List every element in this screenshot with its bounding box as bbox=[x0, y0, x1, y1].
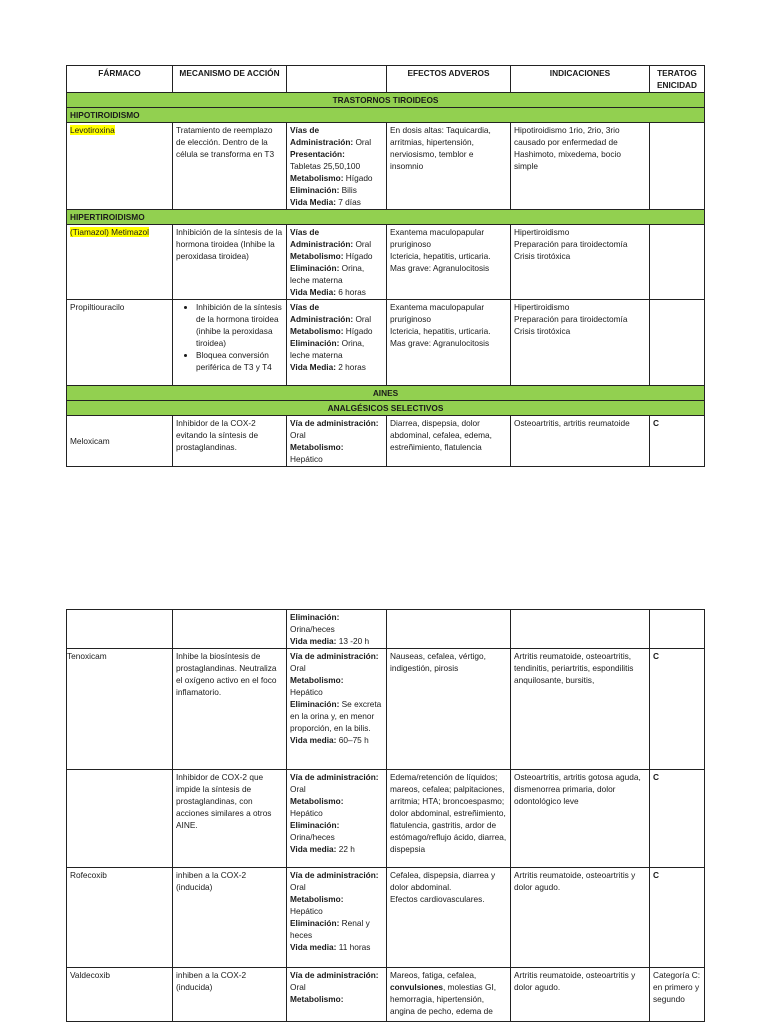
section-row bbox=[67, 108, 705, 123]
value-eliminacion: Orina, leche materna bbox=[290, 263, 365, 285]
adverse-effects-cell bbox=[387, 968, 511, 1022]
drug-name-cell bbox=[67, 868, 173, 968]
drug-name: Meloxicam bbox=[70, 436, 110, 446]
value-eliminacion: Orina/heces bbox=[290, 624, 335, 634]
label-vias: Vías de Administración: bbox=[290, 302, 354, 324]
value-eliminacion: Orina/heces bbox=[290, 832, 335, 842]
label-vida-media: Vida media: bbox=[290, 636, 337, 646]
label-eliminacion: Eliminación: bbox=[290, 263, 340, 273]
teratogenicity-cell: C bbox=[650, 770, 705, 868]
value-metabolismo: Hepático bbox=[290, 687, 323, 697]
label-vida-media: Vida Media: bbox=[290, 362, 336, 372]
teratogenicity-cell bbox=[650, 225, 705, 300]
label-via: Vía de administración: bbox=[290, 772, 379, 782]
drug-name-cell bbox=[67, 968, 173, 1022]
drug-table-page1 bbox=[66, 65, 705, 467]
teratogenicity-cell bbox=[650, 123, 705, 210]
section-row bbox=[67, 93, 705, 108]
header-teratog: TERATOG ENICIDAD bbox=[650, 66, 705, 93]
table-row bbox=[67, 225, 705, 300]
value-vida-media: 2 horas bbox=[335, 362, 366, 372]
effect-line: Exantema maculopapular pruriginoso bbox=[390, 227, 485, 249]
value-vida-media: 6 horas bbox=[335, 287, 366, 297]
drug-name: Tenoxicam bbox=[67, 651, 107, 661]
value-vias: Oral bbox=[353, 314, 372, 324]
label-vida-media: Vida media: bbox=[290, 735, 337, 745]
mechanism-cell: Inhibición de la síntesis de la hormona tiroidea (Inhibe la peroxidasa tiroidea) bbox=[173, 225, 287, 300]
indications-cell: Artritis reumatoide, osteoartritis, tendinitis, periartritis, espondilitis anquilosante, bursitis, bbox=[511, 649, 650, 770]
value-metabolismo: Hígado bbox=[343, 173, 373, 183]
value-via: Oral bbox=[290, 882, 306, 892]
value-metabolismo: Hígado bbox=[343, 251, 373, 261]
value-via: Oral bbox=[290, 982, 306, 992]
value-metabolismo: Hepático bbox=[290, 454, 323, 464]
pharmacokinetics-cell bbox=[287, 300, 387, 386]
label-vida-media: Vida Media: bbox=[290, 287, 336, 297]
value-vida-media: 60–75 h bbox=[336, 735, 369, 745]
table-row bbox=[67, 868, 705, 968]
section-row bbox=[67, 210, 705, 225]
indications-cell: Artritis reumatoide, osteoartritis y dolor agudo. bbox=[511, 868, 650, 968]
label-eliminacion: Eliminación: bbox=[290, 338, 340, 348]
adverse-effects-cell bbox=[387, 610, 511, 649]
value-metabolismo: Hepático bbox=[290, 906, 323, 916]
mechanism-cell bbox=[173, 610, 287, 649]
value-eliminacion: Renal y heces bbox=[290, 918, 370, 940]
label-metabolismo: Metabolismo: bbox=[290, 326, 344, 336]
effect-text: , molestias GI, hemorragia, hipertensión, angina de pecho, edema de bbox=[390, 982, 497, 1016]
label-via: Vía de administración: bbox=[290, 970, 379, 980]
mechanism-cell: Tratamiento de reemplazo de elección. Dentro de la célula se transforma en T3 bbox=[173, 123, 287, 210]
list-item: • Bloquea conversión periférica de T3 y T4 bbox=[196, 349, 283, 373]
adverse-effects-cell: Edema/retención de líquidos; mareos, cefalea; palpitaciones, arritmia; HTA; broncoespasmo; dolor abdominal, estreñimiento, flatulencia, gastritis, ardor de estómago/reflujo ácido, diarrea, dispepsia bbox=[387, 770, 511, 868]
value-eliminacion: Bilis bbox=[339, 185, 357, 195]
label-vida-media: Vida media: bbox=[290, 844, 337, 854]
drug-name-cell bbox=[67, 649, 173, 770]
label-via: Vía de administración: bbox=[290, 418, 379, 428]
indications-cell: Osteoartritis, artritis gotosa aguda, dismenorrea primaria, dolor odontológico leve bbox=[511, 770, 650, 868]
indication-line: Hipertiroidismo bbox=[514, 227, 570, 237]
effect-line: Efectos cardiovasculares. bbox=[390, 894, 485, 904]
mechanism-cell: Inhibidor de COX-2 que impide la síntesis de prostaglandinas, con acciones similares a otros AINE. bbox=[173, 770, 287, 868]
value-metabolismo: Hígado bbox=[343, 326, 373, 336]
adverse-effects-cell: Nauseas, cefalea, vértigo, indigestión, pirosis bbox=[387, 649, 511, 770]
mechanism-list bbox=[176, 301, 283, 373]
section-hipotiroidismo: HIPOTIROIDISMO bbox=[67, 108, 705, 123]
header-blank bbox=[287, 66, 387, 93]
drug-name: Valdecoxib bbox=[70, 970, 110, 980]
label-via: Vía de administración: bbox=[290, 870, 379, 880]
table-row bbox=[67, 649, 705, 770]
adverse-effects-cell bbox=[387, 225, 511, 300]
header-farmaco: FÁRMACO bbox=[67, 66, 173, 93]
teratogenicity-cell: Categoría C: en primero y segundo bbox=[650, 968, 705, 1022]
label-eliminacion: Eliminación: bbox=[290, 918, 340, 928]
mechanism-cell: inhiben a la COX-2 (inducida) bbox=[173, 968, 287, 1022]
label-vias: Vías de Administración: bbox=[290, 227, 354, 249]
label-metabolismo: Metabolismo: bbox=[290, 894, 344, 904]
indication-line: Crisis tirotóxica bbox=[514, 251, 571, 261]
label-eliminacion: Eliminación: bbox=[290, 699, 340, 709]
value-eliminacion: Se excreta en la orina y, en menor proporción, en la bilis. bbox=[290, 699, 382, 733]
pharmacokinetics-cell bbox=[287, 610, 387, 649]
value-vida-media: 7 días bbox=[335, 197, 361, 207]
header-mecanismo: MECANISMO DE ACCIÓN bbox=[173, 66, 287, 93]
indications-cell bbox=[511, 225, 650, 300]
table-row bbox=[67, 416, 705, 467]
pharmacokinetics-cell bbox=[287, 968, 387, 1022]
mechanism-cell: Inhibe la biosíntesis de prostaglandinas. Neutraliza el oxígeno activo en el foco inflamatorio. bbox=[173, 649, 287, 770]
label-metabolismo: Metabolismo: bbox=[290, 675, 344, 685]
label-metabolismo: Metabolismo: bbox=[290, 994, 344, 1004]
teratogenicity-cell: C bbox=[650, 649, 705, 770]
value-vida-media: 22 h bbox=[336, 844, 355, 854]
header-efectos: EFECTOS ADVEROS bbox=[387, 66, 511, 93]
label-vida-media: Vida media: bbox=[290, 942, 337, 952]
pharmacokinetics-cell bbox=[287, 868, 387, 968]
teratogenicity-cell: C bbox=[650, 416, 705, 467]
label-metabolismo: Metabolismo: bbox=[290, 796, 344, 806]
drug-name-cell bbox=[67, 225, 173, 300]
teratogenicity-cell bbox=[650, 610, 705, 649]
indication-line: Crisis tirotóxica bbox=[514, 326, 571, 336]
label-eliminacion: Eliminación: bbox=[290, 612, 340, 622]
label-eliminacion: Eliminación: bbox=[290, 820, 340, 830]
indication-line: Preparación para tiroidectomía bbox=[514, 314, 628, 324]
indications-cell bbox=[511, 300, 650, 386]
label-metabolismo: Metabolismo: bbox=[290, 442, 344, 452]
effect-line: Cefalea, dispepsia, diarrea y dolor abdominal. bbox=[390, 870, 496, 892]
mechanism-cell bbox=[173, 300, 287, 386]
header-indicaciones: INDICACIONES bbox=[511, 66, 650, 93]
section-row bbox=[67, 401, 705, 416]
value-vida-media: 13 -20 h bbox=[336, 636, 370, 646]
value-vida-media: 11 horas bbox=[336, 942, 371, 952]
table-row bbox=[67, 300, 705, 386]
mechanism-cell: Inhibidor de la COX-2 evitando la síntesis de prostaglandinas. bbox=[173, 416, 287, 467]
section-hipertiroidismo: HIPERTIROIDISMO bbox=[67, 210, 705, 225]
header-row bbox=[67, 66, 705, 93]
value-presentacion: Tabletas 25,50,100 bbox=[290, 161, 361, 171]
value-metabolismo: Hepático bbox=[290, 808, 323, 818]
drug-name: Propiltiouracilo bbox=[70, 302, 125, 312]
label-via: Vía de administración: bbox=[290, 651, 379, 661]
label-metabolismo: Metabolismo: bbox=[290, 173, 344, 183]
pharmacokinetics-cell bbox=[287, 649, 387, 770]
adverse-effects-cell: En dosis altas: Taquicardia, arritmias, hipertensión, nerviosismo, temblor e insomnio bbox=[387, 123, 511, 210]
effect-text: Mareos, fatiga, cefalea, bbox=[390, 970, 477, 980]
effect-line: Exantema maculopapular pruriginoso bbox=[390, 302, 485, 324]
effect-line: Ictericia, hepatitis, urticaria. bbox=[390, 251, 491, 261]
indication-line: Preparación para tiroidectomía bbox=[514, 239, 628, 249]
drug-name-cell bbox=[67, 300, 173, 386]
pharmacokinetics-cell bbox=[287, 123, 387, 210]
indications-cell: Osteoartritis, artritis reumatoide bbox=[511, 416, 650, 467]
pharmacokinetics-cell bbox=[287, 770, 387, 868]
section-row bbox=[67, 386, 705, 401]
value-via: Oral bbox=[290, 784, 306, 794]
value-vias: Oral bbox=[353, 137, 372, 147]
indications-cell: Hipotiroidismo 1rio, 2rio, 3rio causado por enfermedad de Hashimoto, mixedema, bocio simple bbox=[511, 123, 650, 210]
pharmacokinetics-cell bbox=[287, 225, 387, 300]
indications-cell bbox=[511, 610, 650, 649]
effect-text-bold: convulsiones bbox=[390, 982, 444, 992]
indications-cell: Artritis reumatoide, osteoartritis y dolor agudo. bbox=[511, 968, 650, 1022]
adverse-effects-cell bbox=[387, 868, 511, 968]
drug-name: Levotiroxina bbox=[70, 125, 115, 135]
drug-name: Rofecoxib bbox=[70, 870, 107, 880]
adverse-effects-cell: Diarrea, dispepsia, dolor abdominal, cefalea, edema, estreñimiento, flatulencia bbox=[387, 416, 511, 467]
effect-line: Mas grave: Agranulocitosis bbox=[390, 338, 490, 348]
pharmacokinetics-cell bbox=[287, 416, 387, 467]
mechanism-cell: inhiben a la COX-2 (inducida) bbox=[173, 868, 287, 968]
value-via: Oral bbox=[290, 663, 306, 673]
adverse-effects-cell bbox=[387, 300, 511, 386]
drug-name-cell bbox=[67, 416, 173, 467]
drug-name: (Tiamazol) Metimazol bbox=[70, 227, 149, 237]
drug-name-cell bbox=[67, 610, 173, 649]
teratogenicity-cell bbox=[650, 300, 705, 386]
section-aines: AINES bbox=[67, 386, 705, 401]
label-vias: Vías de Administración: bbox=[290, 125, 354, 147]
section-trastornos: TRASTORNOS TIROIDEOS bbox=[67, 93, 705, 108]
table-row bbox=[67, 968, 705, 1022]
effect-line: Mas grave: Agranulocitosis bbox=[390, 263, 490, 273]
drug-name-cell bbox=[67, 770, 173, 868]
value-vias: Oral bbox=[353, 239, 372, 249]
table-row bbox=[67, 123, 705, 210]
value-via: Oral bbox=[290, 430, 306, 440]
label-metabolismo: Metabolismo: bbox=[290, 251, 344, 261]
label-presentacion: Presentación: bbox=[290, 149, 345, 159]
drug-name-cell bbox=[67, 123, 173, 210]
section-analgesicos: ANALGÉSICOS SELECTIVOS bbox=[67, 401, 705, 416]
table-row bbox=[67, 610, 705, 649]
effect-line: Ictericia, hepatitis, urticaria. bbox=[390, 326, 491, 336]
table-row bbox=[67, 770, 705, 868]
indication-line: Hipertiroidismo bbox=[514, 302, 570, 312]
teratogenicity-cell: C bbox=[650, 868, 705, 968]
label-vida-media: Vida Media: bbox=[290, 197, 336, 207]
value-eliminacion: Orina, leche materna bbox=[290, 338, 365, 360]
drug-table-page2 bbox=[66, 609, 705, 1022]
label-eliminacion: Eliminación: bbox=[290, 185, 340, 195]
list-item: • Inhibición de la síntesis de la hormona tiroidea (inhibe la peroxidasa tiroidea) bbox=[196, 301, 283, 349]
